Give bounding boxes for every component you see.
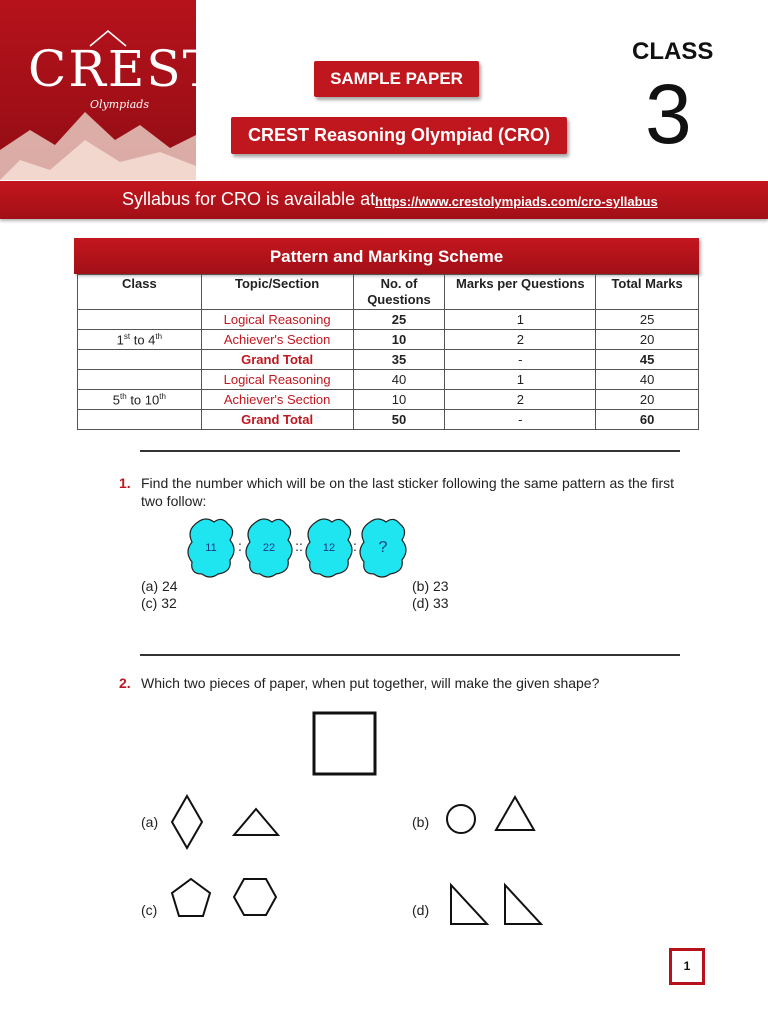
house-roof-icon [88, 28, 128, 48]
mountain-graphic [0, 100, 196, 180]
separator-2: :: [295, 538, 303, 554]
cell-class [78, 310, 202, 330]
table-row [78, 410, 699, 430]
question-1-text: Find the number which will be on the last sticker following the same pattern as the first two follow: [141, 475, 675, 509]
cell-marks-per: 2 [445, 390, 596, 410]
table-row [78, 350, 699, 370]
col-header-total: Total Marks [596, 275, 699, 310]
question-2-number: 2. [119, 675, 131, 691]
divider [140, 450, 680, 452]
separator-1: : [238, 538, 242, 554]
triangle-shape [231, 806, 281, 838]
cell-class [78, 370, 202, 390]
pentagon-shape [169, 876, 213, 920]
sticker-2-value: 22 [262, 542, 276, 554]
cell-questions: 40 [353, 370, 445, 390]
class-number: 3 [645, 67, 692, 161]
circle-shape [444, 802, 478, 836]
cell-marks-per: 1 [445, 310, 596, 330]
hexagon-shape [231, 876, 279, 918]
table-row [78, 390, 699, 410]
cell-questions: 10 [353, 330, 445, 350]
cell-topic: Achiever's Section [201, 330, 353, 350]
q1-option-a[interactable]: (a) 24 [141, 578, 178, 594]
syllabus-bar [0, 181, 768, 219]
cell-class: 1st to 4th [78, 330, 202, 350]
divider [140, 654, 680, 656]
cell-total: 60 [596, 410, 699, 430]
cell-total: 25 [596, 310, 699, 330]
cell-questions: 50 [353, 410, 445, 430]
cell-total: 45 [596, 350, 699, 370]
right-triangle-shape [501, 882, 545, 928]
q2-option-b[interactable]: (b) [412, 814, 430, 830]
col-header-marks-per: Marks per Questions [445, 275, 596, 310]
page-number: 1 [669, 948, 705, 985]
cell-topic: Logical Reasoning [201, 370, 353, 390]
cell-marks-per: - [445, 410, 596, 430]
cell-questions: 25 [353, 310, 445, 330]
scheme-title: Pattern and Marking Scheme [74, 238, 699, 274]
table-header-row [78, 275, 699, 310]
cell-class [78, 410, 202, 430]
table-row [78, 330, 699, 350]
class-label: CLASS [632, 38, 714, 65]
cell-topic: Logical Reasoning [201, 310, 353, 330]
cell-questions: 10 [353, 390, 445, 410]
q1-option-d[interactable]: (d) 33 [412, 595, 449, 611]
sticker-3-value: 12 [322, 542, 336, 554]
sticker-1-value: 11 [205, 542, 217, 554]
q2-option-a[interactable]: (a) [141, 814, 159, 830]
right-triangle-shape [447, 882, 491, 928]
q1-option-b[interactable]: (b) 23 [412, 578, 449, 594]
cell-class [78, 350, 202, 370]
q2-option-c[interactable]: (c) [141, 902, 158, 918]
cell-marks-per: - [445, 350, 596, 370]
table-row [78, 370, 699, 390]
cell-total: 20 [596, 390, 699, 410]
cell-class: 5th to 10th [78, 390, 202, 410]
target-square-shape [312, 711, 378, 777]
triangle-shape [493, 794, 537, 834]
logo-tagline: Olympiads [90, 98, 149, 111]
question-1-number: 1. [119, 475, 131, 491]
col-header-topic: Topic/Section [201, 275, 353, 310]
sticker-4-value: ? [378, 539, 388, 556]
q2-option-d[interactable]: (d) [412, 902, 430, 918]
rhombus-shape [169, 794, 205, 850]
cell-total: 20 [596, 330, 699, 350]
marking-scheme-table [77, 274, 699, 430]
cell-topic: Achiever's Section [201, 390, 353, 410]
question-2-text: Which two pieces of paper, when put together, will make the given shape? [141, 675, 600, 691]
syllabus-link[interactable]: https://www.crestolympiads.com/cro-syllabus [375, 194, 658, 209]
cell-topic: Grand Total [201, 350, 353, 370]
separator-3: : [353, 538, 357, 554]
table-row [78, 310, 699, 330]
cell-marks-per: 2 [445, 330, 596, 350]
sample-paper-banner: SAMPLE PAPER [314, 61, 479, 97]
q1-option-c[interactable]: (c) 32 [141, 595, 177, 611]
logo-brand: CREST [28, 40, 219, 98]
cell-questions: 35 [353, 350, 445, 370]
logo-panel [0, 0, 219, 180]
col-header-class: Class [78, 275, 202, 310]
col-header-questions: No. of Questions [353, 275, 445, 310]
cell-topic: Grand Total [201, 410, 353, 430]
cell-marks-per: 1 [445, 370, 596, 390]
sticker-sequence [186, 514, 408, 578]
exam-title-banner: CREST Reasoning Olympiad (CRO) [231, 117, 567, 154]
cell-total: 40 [596, 370, 699, 390]
syllabus-text: Syllabus for CRO is available at [122, 189, 376, 209]
